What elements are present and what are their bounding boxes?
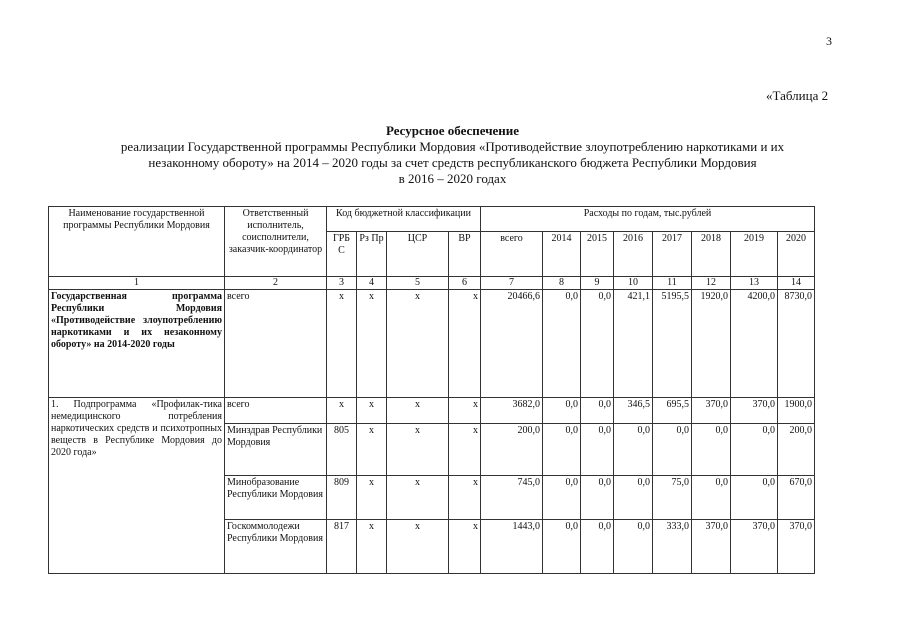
value-cell: 1900,0	[778, 398, 815, 424]
value-cell: 0,0	[731, 424, 778, 476]
value-cell: 0,0	[581, 424, 614, 476]
grbs-cell: x	[327, 290, 357, 398]
vr-cell: x	[449, 398, 481, 424]
csr-cell: x	[387, 398, 449, 424]
value-cell: 75,0	[653, 476, 692, 520]
header-vr: ВР	[449, 232, 481, 277]
col-number: 8	[543, 277, 581, 290]
header-total: всего	[481, 232, 543, 277]
header-year: 2016	[614, 232, 653, 277]
rzpr-cell: x	[357, 476, 387, 520]
executor-cell: Минздрав Республики Мордовия	[225, 424, 327, 476]
executor-cell: Госкоммолодежи Республики Мордовия	[225, 520, 327, 574]
header-grbs: ГРБ С	[327, 232, 357, 277]
value-cell: 0,0	[543, 398, 581, 424]
header-year: 2018	[692, 232, 731, 277]
grbs-cell: x	[327, 398, 357, 424]
csr-cell: x	[387, 476, 449, 520]
col-number: 1	[49, 277, 225, 290]
col-number: 7	[481, 277, 543, 290]
col-number: 4	[357, 277, 387, 290]
value-cell: 3682,0	[481, 398, 543, 424]
vr-cell: x	[449, 424, 481, 476]
header-name: Наименование государственной программы Республики Мордовия	[49, 207, 225, 277]
value-cell: 0,0	[543, 520, 581, 574]
program-name: Государственная программа Республики Мордовия «Противодействие злоупотреблению наркотиками и их незаконному обороту» на 2014-2020 годы	[49, 290, 225, 398]
header-year: 2019	[731, 232, 778, 277]
rzpr-cell: x	[357, 520, 387, 574]
value-cell: 20466,6	[481, 290, 543, 398]
col-number: 12	[692, 277, 731, 290]
value-cell: 670,0	[778, 476, 815, 520]
col-number: 6	[449, 277, 481, 290]
value-cell: 0,0	[692, 424, 731, 476]
rzpr-cell: x	[357, 424, 387, 476]
value-cell: 4200,0	[731, 290, 778, 398]
table-row	[49, 290, 815, 398]
value-cell: 200,0	[481, 424, 543, 476]
vr-cell: x	[449, 520, 481, 574]
value-cell: 370,0	[731, 398, 778, 424]
col-number: 14	[778, 277, 815, 290]
value-cell: 0,0	[581, 520, 614, 574]
header-year: 2014	[543, 232, 581, 277]
csr-cell: x	[387, 520, 449, 574]
value-cell: 695,5	[653, 398, 692, 424]
value-cell: 745,0	[481, 476, 543, 520]
title-line-4: в 2016 – 2020 годах	[398, 171, 507, 186]
value-cell: 0,0	[614, 424, 653, 476]
title-line-2: реализации Государственной программы Республики Мордовия «Противодействие злоупотреблению наркотиками и их	[120, 139, 785, 154]
document-title	[40, 123, 865, 187]
value-cell: 1920,0	[692, 290, 731, 398]
header-rzpr: Рз Пр	[357, 232, 387, 277]
value-cell: 0,0	[581, 476, 614, 520]
value-cell: 0,0	[614, 476, 653, 520]
executor-cell: всего	[225, 290, 327, 398]
col-number: 9	[581, 277, 614, 290]
value-cell: 346,5	[614, 398, 653, 424]
col-number: 13	[731, 277, 778, 290]
executor-cell: всего	[225, 398, 327, 424]
page-number: 3	[826, 34, 832, 48]
header-expenses: Расходы по годам, тыс.рублей	[481, 207, 815, 232]
csr-cell: x	[387, 290, 449, 398]
value-cell: 0,0	[581, 398, 614, 424]
col-number: 11	[653, 277, 692, 290]
col-number: 10	[614, 277, 653, 290]
header-budget-code: Код бюджетной классификации	[327, 207, 481, 232]
grbs-cell: 809	[327, 476, 357, 520]
value-cell: 0,0	[581, 290, 614, 398]
col-number: 5	[387, 277, 449, 290]
header-year: 2020	[778, 232, 815, 277]
grbs-cell: 805	[327, 424, 357, 476]
title-line-1: Ресурсное обеспечение	[385, 123, 520, 138]
resource-table	[48, 206, 815, 574]
subprogram-name: 1. Подпрограмма «Профилак-тика немедицинского потребления наркотических средств и психотропных веществ в Республике Мордовия до 2020 года»	[49, 398, 225, 574]
vr-cell: x	[449, 290, 481, 398]
value-cell: 0,0	[692, 476, 731, 520]
value-cell: 370,0	[692, 398, 731, 424]
csr-cell: x	[387, 424, 449, 476]
vr-cell: x	[449, 476, 481, 520]
value-cell: 0,0	[543, 290, 581, 398]
column-numbers-row	[49, 277, 815, 290]
table-label: «Таблица 2	[766, 88, 829, 103]
value-cell: 0,0	[653, 424, 692, 476]
header-year: 2015	[581, 232, 614, 277]
rzpr-cell: x	[357, 398, 387, 424]
value-cell: 0,0	[543, 424, 581, 476]
value-cell: 1443,0	[481, 520, 543, 574]
value-cell: 200,0	[778, 424, 815, 476]
value-cell: 370,0	[692, 520, 731, 574]
table-row	[49, 398, 815, 424]
grbs-cell: 817	[327, 520, 357, 574]
header-executor: Ответственный исполнитель, соисполнители, заказчик-координатор	[225, 207, 327, 277]
executor-cell: Минобразование Республики Мордовия	[225, 476, 327, 520]
col-number: 2	[225, 277, 327, 290]
value-cell: 0,0	[731, 476, 778, 520]
value-cell: 5195,5	[653, 290, 692, 398]
title-line-3: незаконному обороту» на 2014 – 2020 годы за счет средств республиканского бюджета Республики Мордовия	[148, 155, 757, 170]
header-csr: ЦСР	[387, 232, 449, 277]
value-cell: 333,0	[653, 520, 692, 574]
value-cell: 370,0	[731, 520, 778, 574]
rzpr-cell: x	[357, 290, 387, 398]
value-cell: 8730,0	[778, 290, 815, 398]
value-cell: 0,0	[543, 476, 581, 520]
col-number: 3	[327, 277, 357, 290]
header-year: 2017	[653, 232, 692, 277]
value-cell: 370,0	[778, 520, 815, 574]
value-cell: 0,0	[614, 520, 653, 574]
value-cell: 421,1	[614, 290, 653, 398]
